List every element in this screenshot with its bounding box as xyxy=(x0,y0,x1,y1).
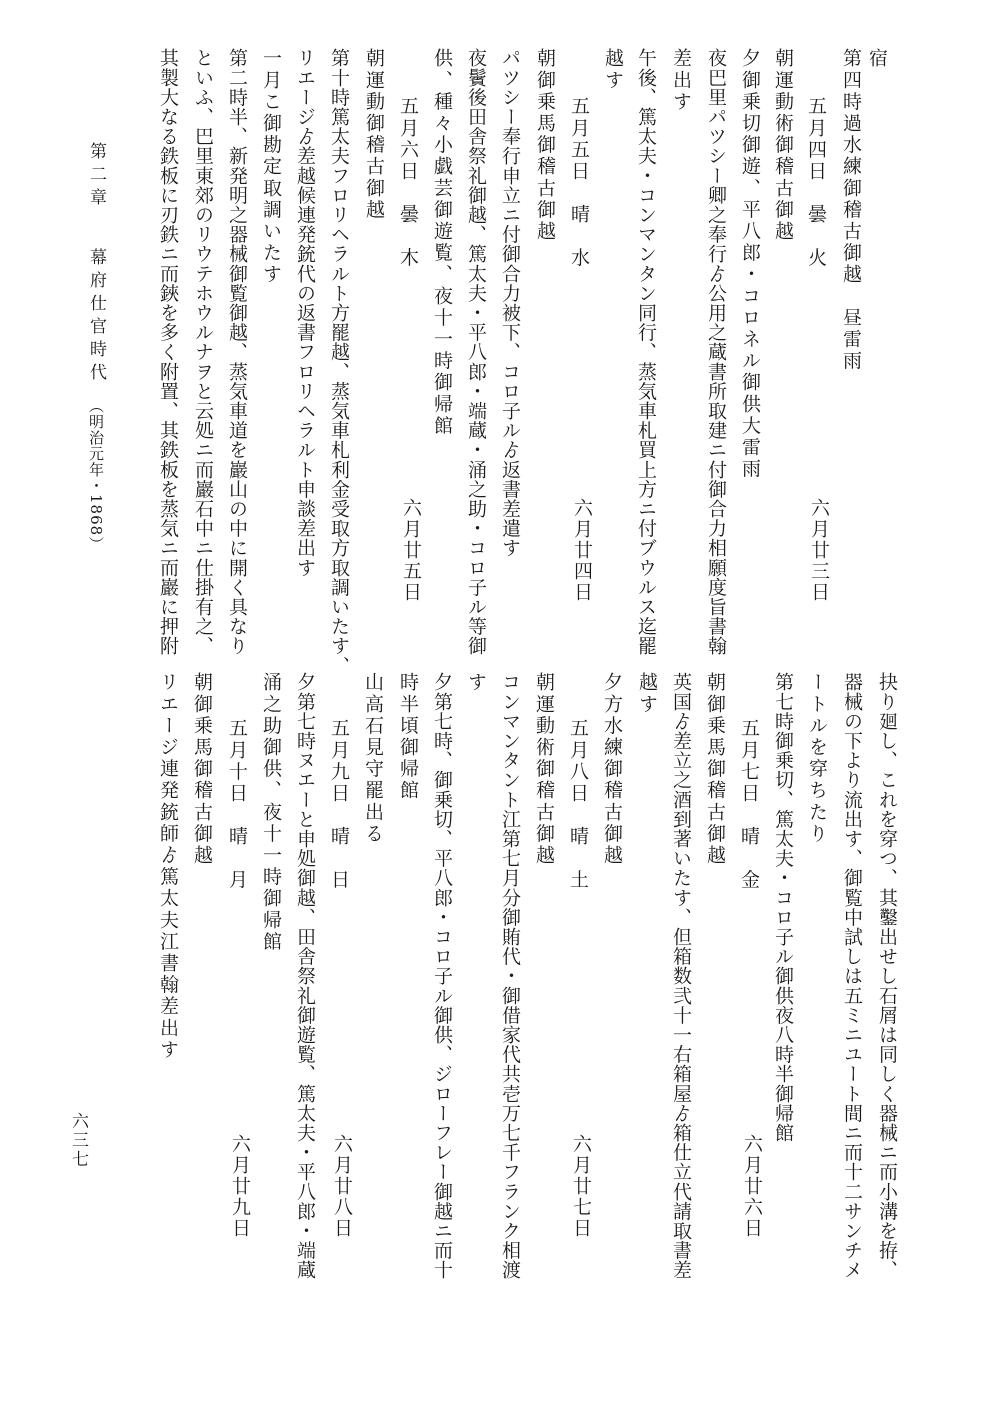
text-line: 第四時過水練御稽古御越 昼雷雨 xyxy=(840,48,862,372)
text-line: コンマンタント江第七月分御賄代・御借家代共壱万七千フランク相渡 xyxy=(499,672,521,1280)
chapter-title: 幕府仕官時代 xyxy=(86,248,106,386)
text-line: 供、種々小戯芸御遊覧、夜十一時御帰館 xyxy=(431,48,453,437)
diary-date-heading: 五月七日 晴 金 xyxy=(738,718,760,891)
text-line: 朝御乗馬御稽古御越 xyxy=(191,672,213,867)
text-line: 第七時御乗切、篤太夫・コロ子ル御供夜八時半御帰館 xyxy=(772,672,794,1143)
gregorian-date: 六月廿三日 xyxy=(808,498,830,603)
gregorian-date: 六月廿五日 xyxy=(400,498,422,603)
text-line: 夕御乗切御遊、平八郎・コロネル御供大雷雨 xyxy=(739,48,761,480)
text-line: 越す xyxy=(636,672,658,716)
text-line: 朝御乗馬御稽古御越 xyxy=(534,48,556,243)
gregorian-date: 六月廿七日 xyxy=(570,1134,592,1239)
text-line: 夕第七時ヌエーと申処御越、田舎祭礼御遊覧、篤太夫・平八郎・端蔵 xyxy=(294,672,316,1280)
text-line: 一月こ御勘定取調いたす xyxy=(260,48,282,286)
gregorian-date: 六月廿八日 xyxy=(331,1134,353,1239)
diary-date-heading: 五月四日 曇 火 xyxy=(805,96,827,269)
diary-date-heading: 五月九日 晴 日 xyxy=(328,718,350,891)
text-line: 夕方水練御稽古御越 xyxy=(601,672,623,867)
text-line: 第十時篤太夫フロリヘラルト方罷越、蒸気車札利金受取方取調いたす、 xyxy=(328,48,350,676)
text-line: 午後、篤太夫・コンマンタン同行、蒸気車札買上方ニ付ブウルス迄罷 xyxy=(635,48,657,656)
gregorian-date: 六月廿九日 xyxy=(229,1134,251,1239)
text-line: 英国ゟ差立之酒到著いたす、但箱数弐十一右箱屋ゟ箱仕立代請取書差 xyxy=(670,672,692,1280)
chapter-label: 第二章 xyxy=(86,142,106,211)
text-line: 其製大なる鉄板に刃鉄ニ而鋏を多く附置、其鉄板を蒸気ニ而巖に押附 xyxy=(157,48,179,656)
text-line: リエージゟ差越候連発銃代の返書フロリヘラルト申談差出す xyxy=(294,48,316,578)
diary-date-heading: 五月八日 晴 土 xyxy=(567,718,589,891)
diary-date-heading: 五月五日 晴 水 xyxy=(568,96,590,269)
text-line: 夜巴里パツシー卿之奉行ゟ公用之蔵書所取建ニ付御合力相願度旨書翰 xyxy=(705,48,727,656)
text-line: 抉り廻し、これを穿つ、其鑿出せし石屑は同しく器械ニ而小溝を拵、 xyxy=(876,672,898,1280)
text-line: 越す xyxy=(602,48,624,92)
text-line: 第二時半、新発明之器械御覧御越、蒸気車道を巖山の中に開く具なり xyxy=(226,48,248,656)
text-line: 時半頃御帰館 xyxy=(397,672,419,802)
text-line: 差出す xyxy=(670,48,692,113)
text-line: リエージ連発銃師ゟ篤太夫江書翰差出す xyxy=(157,672,179,1061)
text-line: 朝御乗馬御稽古御越 xyxy=(704,672,726,867)
diary-date-heading: 五月十日 晴 月 xyxy=(226,718,248,891)
text-line: 朝運動術御稽古御越 xyxy=(533,672,555,867)
text-line: 朝運動術御稽古御越 xyxy=(772,48,794,243)
text-line: 夕第七時、御乗切、平八郎・コロ子ル御供、ジローフレー御越ニ而十 xyxy=(431,672,453,1280)
page-number: 六三七 xyxy=(68,1112,88,1169)
text-line: 朝運動御稽古御越 xyxy=(363,48,385,221)
text-line: ートルを穿ちたり xyxy=(806,672,828,845)
gregorian-date: 六月廿六日 xyxy=(741,1134,763,1239)
text-line: 器械の下より流出す、御覧中試しは五ミニユート間ニ而十二サンチメ xyxy=(841,672,863,1280)
text-line: といふ、巴里東郊のリウテホウルナヲと云処ニ而巖石中ニ仕掛有之、 xyxy=(192,48,214,656)
text-line: パツシー奉行申立ニ付御合力被下、コロ子ルゟ返書差遣す xyxy=(499,48,521,558)
era-label: （明治元年・1868） xyxy=(87,398,105,553)
text-line: 宿 xyxy=(866,48,888,70)
text-line: 夜鬢後田舎祭礼御越、篤太夫・平八郎・端蔵・涌之助・コロ子ル等御 xyxy=(465,48,487,656)
diary-date-heading: 五月六日 曇 木 xyxy=(397,96,419,269)
text-line: 涌之助御供、夜十一時御帰館 xyxy=(260,672,282,953)
text-line: す xyxy=(465,672,487,694)
gregorian-date: 六月廿四日 xyxy=(571,498,593,603)
text-line: 山高石見守罷出る xyxy=(362,672,384,845)
